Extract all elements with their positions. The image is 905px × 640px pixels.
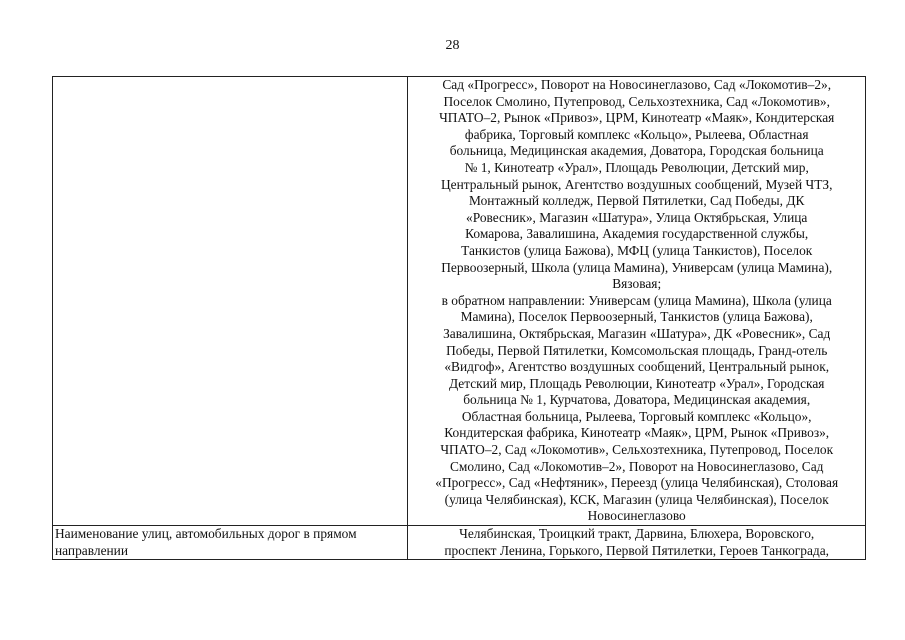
text-line: Центральный рынок, Агентство воздушных сообщений, Музей ЧТЗ, (440, 176, 833, 192)
text-line: Смолино, Сад «Локомотив–2», Поворот на Новосинеглазово, Сад (449, 458, 824, 474)
text-line: Сад «Прогресс», Поворот на Новосинеглазово, Сад «Локомотив–2», (442, 77, 832, 92)
text-line: Мамина), Поселок Первоозерный, Танкистов (улица Бажова), (460, 309, 813, 325)
text-line: ЧПАТО–2, Рынок «Привоз», ЦРМ, Кинотеатр «Маяк», Кондитерская (439, 110, 835, 126)
text-line: Вязовая; (612, 276, 662, 292)
text-line: Победы, Первой Пятилетки, Комсомольская площадь, Гранд-отель (446, 342, 828, 358)
text-line: (улица Челябинская), КСК, Магазин (улица Челябинская), Поселок (444, 491, 829, 507)
text-line: Новосинеглазово (587, 508, 686, 524)
text-line: «Видгоф», Агентство воздушных сообщений, Центральный рынок, (444, 359, 830, 375)
row-label-cell (53, 77, 408, 526)
text-line: ЧПАТО–2, Сад «Локомотив», Сельхозтехника, Путепровод, Поселок (440, 442, 834, 458)
text-line: больница, Медицинская академия, Доватора, Городская больница (449, 143, 824, 159)
table-row (53, 526, 866, 560)
routes-table (52, 76, 866, 560)
text-line: «Ровесник», Магазин «Шатура», Улица Октябрьская, Улица (466, 209, 808, 225)
row-value-cell (408, 77, 866, 526)
text-line: Кондитерская фабрика, Кинотеатр «Маяк», ЦРМ, Рынок «Привоз», (444, 425, 830, 441)
row-value-cell (408, 526, 866, 560)
text-line: Детский мир, Площадь Революции, Кинотеатр «Урал», Городская (448, 375, 825, 391)
text-line: № 1, Кинотеатр «Урал», Площадь Революции, Детский мир, (464, 159, 809, 175)
text-line: Танкистов (улица Бажова), МФЦ (улица Танкистов), Поселок (461, 242, 813, 258)
text-line: фабрика, Торговый комплекс «Кольцо», Рылеева, Областная (464, 126, 809, 142)
text-line: в обратном направлении: Универсам (улица Мамина), Школа (улица (441, 292, 832, 308)
text-line: Челябинская, Троицкий тракт, Дарвина, Блюхера, Воровского, (459, 526, 815, 542)
text-line: больница № 1, Курчатова, Доватора, Медицинская академия, (463, 392, 811, 408)
table-row (53, 77, 866, 526)
text-line: Монтажный колледж, Первой Пятилетки, Сад Победы, ДК (469, 193, 805, 209)
text-line: Завалишина, Октябрьская, Магазин «Шатура», ДК «Ровесник», Сад (443, 325, 831, 341)
text-line: Наименование улиц, автомобильных дорог в прямом (55, 526, 357, 542)
row-label-cell (53, 526, 408, 560)
text-line: Областная больница, Рылеева, Торговый комплекс «Кольцо», (461, 408, 812, 424)
text-line: «Прогресс», Сад «Нефтяник», Переезд (улица Челябинская), Столовая (435, 475, 839, 491)
text-line: Первоозерный, Школа (улица Мамина), Универсам (улица Мамина), (441, 259, 833, 275)
table-body (53, 77, 866, 560)
text-line: Комарова, Завалишина, Академия государственной службы, (465, 226, 809, 242)
page-number: 28 (445, 38, 460, 53)
text-line: проспект Ленина, Горького, Первой Пятилетки, Героев Танкограда, (444, 542, 830, 558)
text-line: Поселок Смолино, Путепровод, Сельхозтехника, Сад «Локомотив», (443, 93, 830, 109)
text-line: направлении (55, 542, 129, 558)
